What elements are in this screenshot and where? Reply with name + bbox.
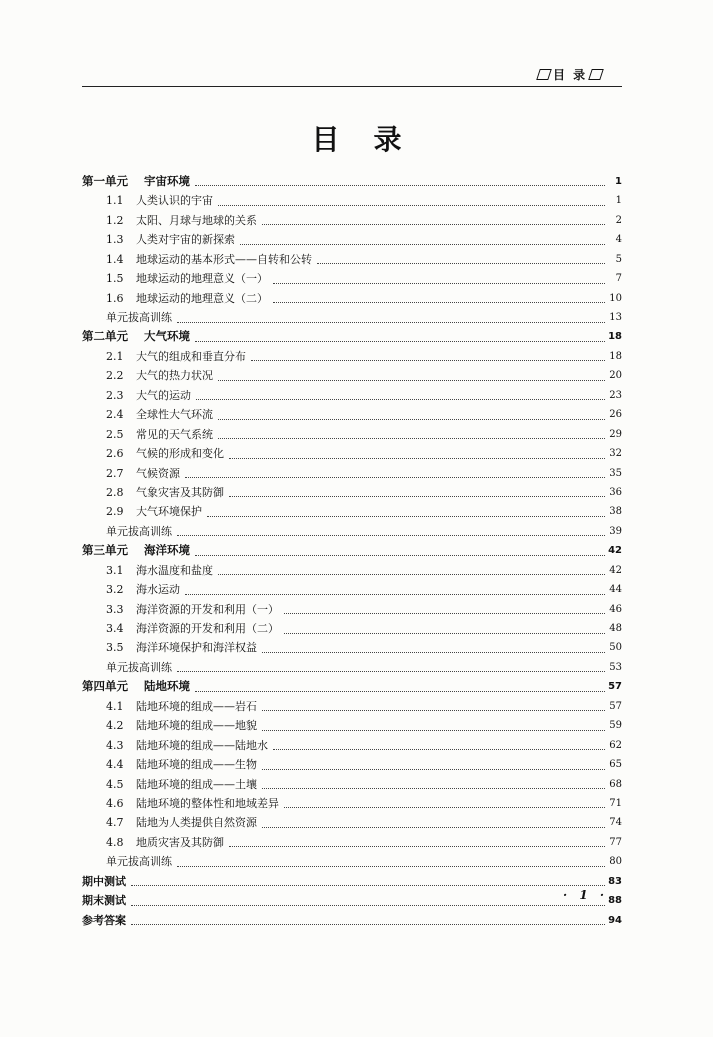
toc-entry-number: 2.7 — [106, 466, 124, 480]
dot-leader — [317, 262, 605, 264]
toc-entry-section[interactable] — [82, 405, 622, 424]
toc-entry-title: 期末测试 — [82, 894, 126, 908]
toc-entry-page: 62 — [609, 739, 622, 751]
toc-entry-page: 29 — [609, 428, 622, 440]
toc-entry-section[interactable] — [82, 366, 622, 385]
toc-entry-number: 1.4 — [106, 252, 124, 266]
toc-entry-page: 74 — [609, 817, 622, 829]
dot-leader — [218, 437, 605, 439]
toc-entry-page: 10 — [609, 292, 622, 304]
toc-entry-page: 83 — [608, 875, 622, 887]
toc-entry-page: 39 — [609, 525, 622, 537]
toc-entry-number: 2.4 — [106, 408, 124, 422]
toc-entry-number: 3.4 — [106, 622, 124, 636]
toc-entry-number: 1.6 — [106, 291, 124, 305]
toc-entry-title: 宇宙环境 — [144, 173, 190, 188]
toc-entry-section[interactable] — [82, 755, 622, 774]
toc-entry-section[interactable] — [82, 211, 622, 230]
toc-entry-drill[interactable] — [82, 522, 622, 541]
toc-entry-page: 7 — [615, 273, 622, 285]
toc-entry-section[interactable] — [82, 639, 622, 658]
toc-entry-number: 第一单元 — [82, 173, 128, 188]
dot-leader — [195, 554, 605, 556]
page-number: · 1 · — [563, 888, 609, 902]
toc-entry-title: 陆地为人类提供自然资源 — [136, 816, 257, 830]
toc-entry-page: 13 — [609, 312, 622, 324]
toc-entry-page: 59 — [609, 720, 622, 732]
dot-leader — [240, 243, 605, 245]
toc-entry-section[interactable] — [82, 347, 622, 366]
dot-leader — [177, 321, 605, 323]
toc-entry-page: 71 — [609, 797, 622, 809]
toc-entry-page: 65 — [609, 759, 622, 771]
dot-leader — [195, 184, 605, 186]
header-box-right-icon — [588, 69, 604, 80]
toc-entry-title: 单元拔高训练 — [106, 524, 172, 538]
toc-entry-title: 单元拔高训练 — [106, 660, 172, 674]
table-of-contents — [82, 172, 622, 930]
toc-entry-extra[interactable] — [82, 872, 622, 891]
toc-entry-page: 80 — [609, 856, 622, 868]
page-title: 目录 — [311, 123, 436, 156]
dot-leader — [262, 826, 605, 828]
dot-leader — [195, 340, 605, 342]
toc-entry-page: 44 — [609, 584, 622, 596]
dot-leader — [177, 534, 605, 536]
toc-entry-title: 大气的组成和垂直分布 — [136, 349, 246, 363]
toc-entry-title: 海洋环境保护和海洋权益 — [136, 641, 257, 655]
toc-entry-section[interactable] — [82, 289, 622, 308]
dot-leader — [229, 457, 605, 459]
toc-entry-section[interactable] — [82, 697, 622, 716]
toc-entry-section[interactable] — [82, 464, 622, 483]
toc-entry-page: 5 — [615, 253, 622, 265]
toc-entry-title: 陆地环境 — [144, 679, 190, 694]
toc-entry-page: 32 — [609, 448, 622, 460]
toc-entry-section[interactable] — [82, 502, 622, 521]
toc-entry-unit[interactable] — [82, 328, 622, 347]
toc-entry-page: 42 — [608, 545, 622, 557]
running-header — [538, 66, 620, 83]
toc-entry-number: 4.8 — [106, 835, 124, 849]
toc-entry-section[interactable] — [82, 619, 622, 638]
toc-entry-number: 3.1 — [106, 563, 124, 577]
toc-entry-number: 2.5 — [106, 427, 124, 441]
dot-leader — [177, 670, 605, 672]
toc-entry-drill[interactable] — [82, 852, 622, 871]
toc-entry-title: 单元拔高训练 — [106, 855, 172, 869]
dot-leader — [262, 709, 605, 711]
toc-entry-title: 地球运动的地理意义（一） — [136, 272, 268, 286]
toc-entry-page: 18 — [608, 331, 622, 343]
dot-leader — [284, 632, 605, 634]
toc-entry-section[interactable] — [82, 716, 622, 735]
dot-leader — [185, 593, 605, 595]
toc-entry-page: 68 — [609, 778, 622, 790]
header-rule — [82, 86, 622, 87]
toc-entry-section[interactable] — [82, 250, 622, 269]
toc-entry-drill[interactable] — [82, 658, 622, 677]
toc-entry-number: 4.4 — [106, 758, 124, 772]
toc-entry-number: 3.2 — [106, 583, 124, 597]
toc-entry-section[interactable] — [82, 191, 622, 210]
toc-entry-number: 第四单元 — [82, 679, 128, 694]
toc-entry-page: 4 — [615, 234, 622, 246]
dot-leader — [177, 865, 605, 867]
toc-entry-title: 地球运动的地理意义（二） — [136, 291, 268, 305]
toc-entry-page: 38 — [609, 506, 622, 518]
toc-entry-title: 地球运动的基本形式——自转和公转 — [136, 252, 312, 266]
toc-entry-page: 20 — [609, 370, 622, 382]
toc-entry-title: 陆地环境的组成——岩石 — [136, 699, 257, 713]
toc-entry-title: 陆地环境的组成——地貌 — [136, 719, 257, 733]
toc-entry-page: 1 — [615, 195, 622, 207]
toc-entry-title: 太阳、月球与地球的关系 — [136, 213, 257, 227]
toc-entry-title: 海水运动 — [136, 583, 180, 597]
toc-entry-title: 气候资源 — [136, 466, 180, 480]
toc-entry-number: 1.3 — [106, 233, 124, 247]
toc-entry-title: 大气环境 — [144, 329, 190, 344]
toc-entry-title: 地质灾害及其防御 — [136, 835, 224, 849]
toc-entry-page: 50 — [609, 642, 622, 654]
toc-entry-section[interactable] — [82, 600, 622, 619]
toc-entry-page: 1 — [615, 175, 622, 187]
toc-entry-title: 单元拔高训练 — [106, 311, 172, 325]
toc-entry-number: 4.6 — [106, 796, 124, 810]
toc-entry-section[interactable] — [82, 736, 622, 755]
dot-leader — [229, 845, 605, 847]
toc-entry-number: 4.3 — [106, 738, 124, 752]
dot-leader — [262, 729, 605, 731]
dot-leader — [229, 495, 605, 497]
toc-entry-number: 4.5 — [106, 777, 124, 791]
toc-entry-number: 4.2 — [106, 719, 124, 733]
toc-entry-title: 大气的热力状况 — [136, 369, 213, 383]
toc-entry-section[interactable] — [82, 386, 622, 405]
dot-leader — [218, 573, 605, 575]
toc-entry-number: 2.3 — [106, 388, 124, 402]
toc-entry-number: 第二单元 — [82, 329, 128, 344]
toc-entry-extra[interactable] — [82, 911, 622, 930]
toc-entry-page: 88 — [608, 895, 622, 907]
toc-entry-number: 2.2 — [106, 369, 124, 383]
toc-entry-number: 2.8 — [106, 485, 124, 499]
toc-entry-title: 气候的形成和变化 — [136, 447, 224, 461]
running-title: 目 录 — [553, 68, 588, 82]
toc-entry-title: 陆地环境的组成——陆地水 — [136, 738, 268, 752]
toc-entry-number: 2.1 — [106, 349, 124, 363]
toc-entry-page: 77 — [609, 836, 622, 848]
dot-leader — [218, 418, 605, 420]
dot-leader — [207, 515, 605, 517]
toc-entry-page: 57 — [609, 700, 622, 712]
dot-leader — [131, 904, 605, 906]
toc-entry-page: 48 — [609, 623, 622, 635]
toc-entry-section[interactable] — [82, 833, 622, 852]
dot-leader — [284, 806, 605, 808]
toc-entry-section[interactable] — [82, 425, 622, 444]
toc-entry-title: 海洋环境 — [144, 543, 190, 558]
toc-entry-drill[interactable] — [82, 308, 622, 327]
toc-entry-section[interactable] — [82, 269, 622, 288]
toc-entry-page: 2 — [615, 214, 622, 226]
toc-entry-title: 陆地环境的组成——生物 — [136, 758, 257, 772]
toc-entry-title: 大气的运动 — [136, 388, 191, 402]
toc-entry-unit[interactable] — [82, 677, 622, 696]
toc-entry-section[interactable] — [82, 483, 622, 502]
toc-entry-extra[interactable] — [82, 891, 622, 910]
toc-entry-title: 陆地环境的组成——土壤 — [136, 777, 257, 791]
toc-entry-page: 18 — [609, 350, 622, 362]
toc-entry-page: 46 — [609, 603, 622, 615]
toc-entry-number: 1.2 — [106, 213, 124, 227]
dot-leader — [262, 768, 605, 770]
toc-entry-title: 人类认识的宇宙 — [136, 194, 213, 208]
dot-leader — [262, 651, 605, 653]
dot-leader — [273, 748, 605, 750]
toc-entry-title: 人类对宇宙的新探索 — [136, 233, 235, 247]
dot-leader — [262, 787, 605, 789]
toc-entry-page: 42 — [609, 564, 622, 576]
toc-entry-page: 94 — [608, 914, 622, 926]
toc-entry-number: 2.9 — [106, 505, 124, 519]
toc-entry-title: 气象灾害及其防御 — [136, 485, 224, 499]
toc-entry-section[interactable] — [82, 230, 622, 249]
dot-leader — [251, 359, 605, 361]
dot-leader — [195, 690, 605, 692]
dot-leader — [131, 884, 605, 886]
toc-entry-number: 3.3 — [106, 602, 124, 616]
dot-leader — [218, 379, 605, 381]
toc-entry-section[interactable] — [82, 444, 622, 463]
toc-entry-number: 3.5 — [106, 641, 124, 655]
toc-entry-page: 35 — [609, 467, 622, 479]
toc-entry-title: 参考答案 — [82, 913, 126, 927]
dot-leader — [218, 204, 605, 206]
toc-entry-page: 23 — [609, 389, 622, 401]
toc-entry-title: 大气环境保护 — [136, 505, 202, 519]
toc-entry-title: 全球性大气环流 — [136, 408, 213, 422]
dot-leader — [284, 612, 605, 614]
toc-entry-section[interactable] — [82, 561, 622, 580]
toc-entry-title: 海水温度和盐度 — [136, 563, 213, 577]
dot-leader — [196, 398, 605, 400]
toc-entry-page: 26 — [609, 409, 622, 421]
toc-entry-section[interactable] — [82, 794, 622, 813]
toc-entry-title: 海洋资源的开发和利用（二） — [136, 622, 279, 636]
toc-entry-unit[interactable] — [82, 172, 622, 191]
dot-leader — [185, 476, 605, 478]
toc-entry-number: 1.5 — [106, 272, 124, 286]
dot-leader — [273, 282, 605, 284]
toc-entry-section[interactable] — [82, 775, 622, 794]
toc-entry-number: 4.1 — [106, 699, 124, 713]
toc-entry-page: 57 — [608, 681, 622, 693]
toc-entry-section[interactable] — [82, 813, 622, 832]
toc-entry-title: 期中测试 — [82, 874, 126, 888]
toc-entry-title: 常见的天气系统 — [136, 427, 213, 441]
header-box-left-icon — [536, 69, 552, 80]
toc-entry-page: 53 — [609, 661, 622, 673]
toc-entry-number: 1.1 — [106, 194, 124, 208]
toc-entry-number: 2.6 — [106, 447, 124, 461]
toc-entry-number: 4.7 — [106, 816, 124, 830]
toc-entry-title: 陆地环境的整体性和地域差异 — [136, 796, 279, 810]
toc-entry-title: 海洋资源的开发和利用（一） — [136, 602, 279, 616]
dot-leader — [273, 301, 605, 303]
toc-entry-number: 第三单元 — [82, 543, 128, 558]
toc-entry-section[interactable] — [82, 580, 622, 599]
dot-leader — [262, 223, 605, 225]
toc-entry-unit[interactable] — [82, 541, 622, 560]
toc-entry-page: 36 — [609, 486, 622, 498]
dot-leader — [131, 923, 605, 925]
